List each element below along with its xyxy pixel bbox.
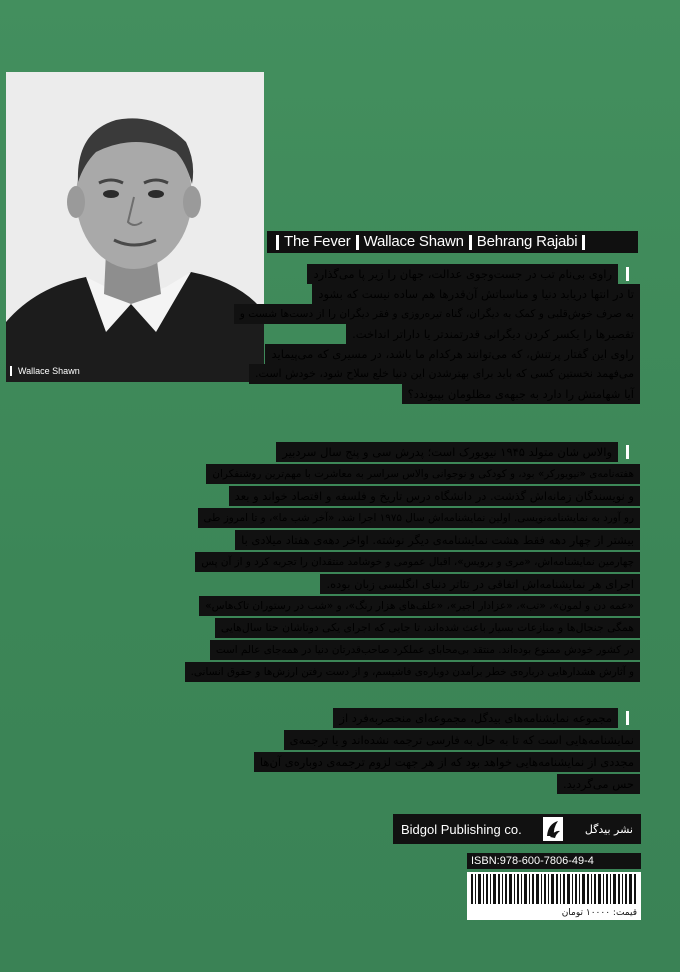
- synopsis-line: تا در انتها دریابد دنیا و مناسباتش آن‌قدرها هم ساده نیست که بشود: [312, 284, 640, 304]
- synopsis-line: به صرف خوش‌قلبی و کمک به دیگران، گناه تیره‌روزی و فقر دیگران را از دست‌ها شست و: [234, 304, 640, 324]
- series-line: نمایشنامه‌هایی است که تا به حال به فارسی ترجمه نشده‌اند و یا ترجمه‌ی: [284, 730, 640, 750]
- separator: [469, 235, 472, 250]
- synopsis-line: راوی این گفتار پرتنش، که می‌توانند هرکدام ما باشد، در مسیری که می‌پیماید: [265, 344, 640, 364]
- author-photo: [6, 72, 264, 382]
- synopsis-line: تقصیرها را یکسر کردن دیگرانی قدرتمندتر یا دارا‌تر انداخت.: [346, 324, 640, 344]
- bio-line: چهارمین نمایشنامه‌اش، «مری و برویس»، اقبال عمومی و خوشامد منتقدان را تجربه کرد و از آن پس: [195, 552, 640, 572]
- author-portrait-image: [6, 72, 264, 382]
- separator: [276, 235, 279, 250]
- author-name: Wallace Shawn: [363, 233, 464, 250]
- separator: [356, 235, 359, 250]
- series-line: مجددی از نمایشنامه‌هایی خواهد بود که از هر جهت لزوم ترجمه‌ی دوباره‌ی آن‌ها: [254, 752, 640, 772]
- bio-line: والاس شان متولد ۱۹۴۵ نیویورک است؛ پدرش سی و پنج سال سردبیر: [276, 442, 618, 462]
- bio-line: در کشور خودش ممنوع بوده‌اند. منتقد بی‌محابای عملکرد صاحب‌قدرتان دنیا در همه‌جای عالم است: [210, 640, 640, 660]
- bio-line: رو آورد به نمایشنامه‌نویسی. اولین نمایشنامه‌اش سال ۱۹۷۵ اجرا شد، «آخر شب ما»، و تا امروز طی: [198, 508, 640, 528]
- title-bar: [267, 231, 638, 253]
- paragraph-marker: [626, 445, 629, 459]
- barcode: [467, 872, 641, 906]
- bio-line: «عمه دن و لمون»، «تب»، «عزادار اجیر»، «علف‌های هزار رنگ»، و «شب در رستوران تاک‌هاس»: [199, 596, 640, 616]
- paragraph-marker: [626, 711, 629, 725]
- bio-line: اجرای هر نمایشنامه‌اش اتفاقی در تئاتر دنیای انگلیسی زبان بوده.: [320, 574, 640, 594]
- book-title: The Fever: [284, 233, 351, 250]
- publisher-name-en: Bidgol Publishing co.: [401, 821, 522, 837]
- translator-name: Behrang Rajabi: [476, 233, 578, 250]
- photo-caption: Wallace Shawn: [10, 366, 80, 376]
- separator: [582, 235, 585, 250]
- price-label: قیمت: ۱۰۰۰۰ تومان: [467, 906, 641, 920]
- synopsis-line: می‌فهمد نخستین کسی که باید برای بهترشدن این دنیا خلع سلاح شود، خودش است.: [249, 364, 640, 384]
- paragraph-marker: [626, 267, 629, 281]
- barcode-image: [467, 872, 641, 906]
- synopsis-line: آیا شهامتش را دارد به جبهه‌ی مظلومان بپیوندد؟: [402, 384, 640, 404]
- publisher-name-fa: نشر بیدگل: [584, 822, 633, 836]
- bio-line: همگی جنجال‌ها و منازعات بسیار باعث شده‌اند، تا جایی که اجرای یکی دوتاشان حتا سال‌هایی: [215, 618, 640, 638]
- series-line: مجموعه نمایشنامه‌های بیدگل، مجموعه‌ای منحصربه‌فرد از: [333, 708, 618, 728]
- isbn-label: ISBN:978-600-7806-49-4: [467, 853, 641, 869]
- bio-line: بیشتر از چهار دهه فقط هشت نمایشنامه‌ی دیگر نوشته. اواخر دهه‌ی هفتاد میلادی با: [235, 530, 640, 550]
- publisher-logo-icon: [542, 816, 564, 842]
- bio-line: و نویسندگان زمانه‌اش گذشت. در دانشگاه درس تاریخ و فلسفه و اقتصاد خواند و بعد: [229, 486, 640, 506]
- synopsis-line: راوی بی‌نام تب در جست‌وجوی عدالت، جهان را زیر پا می‌گذارد: [307, 264, 618, 284]
- bio-line: هفته‌نامه‌ی «نیویورکر» بود، و کودکی و نوجوانی والاس سراسر به معاشرت با مهم‌ترین روشنفکران: [206, 464, 640, 484]
- series-line: حس می‌گردید.: [557, 774, 640, 794]
- bio-line: و آثارش هشدارهایی درباره‌ی خطر برآمدن دوباره‌ی فاشیسم، و از دست رفتن ارزش‌ها و حقوق انسانی.: [185, 662, 640, 682]
- publisher-box: [393, 814, 641, 844]
